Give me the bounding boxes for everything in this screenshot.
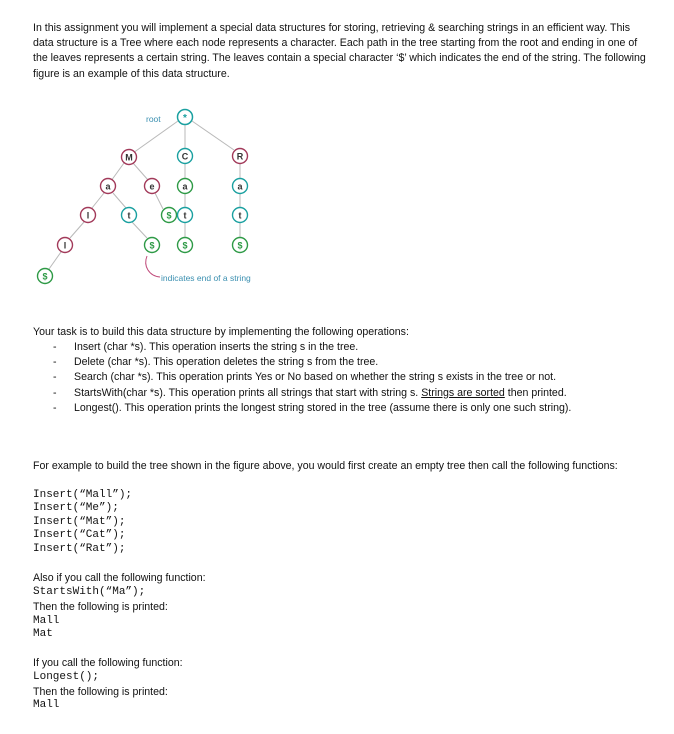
legend-text: indicates end of a string bbox=[161, 273, 251, 283]
list-item-delete bbox=[53, 355, 571, 370]
node-dollar-Rat-label: $ bbox=[237, 240, 243, 251]
list-dash: - bbox=[53, 356, 57, 369]
node-a-C-label: a bbox=[182, 181, 188, 192]
code-insert-list bbox=[33, 489, 132, 556]
list-dash: - bbox=[53, 401, 57, 414]
node-dollar-Cat-label: $ bbox=[182, 240, 188, 251]
example-intro: For example to build the tree shown in the figure above, you would first create an empty tree then call the following functions: bbox=[33, 460, 618, 472]
node-dollar-Mall-label: $ bbox=[42, 271, 48, 282]
code-line: Insert(“Me”); bbox=[33, 502, 119, 515]
then-text-2: Then the following is printed: bbox=[33, 686, 168, 698]
code-startswith: StartsWith(“Ma”); bbox=[33, 586, 146, 598]
node-R-label: R bbox=[236, 151, 244, 162]
code-line: Insert(“Mat”); bbox=[33, 515, 126, 528]
ifcall-text: If you call the following function: bbox=[33, 657, 183, 669]
node-a-R-label: a bbox=[237, 181, 243, 192]
node-a-M-label: a bbox=[105, 181, 111, 192]
list-item-longest bbox=[53, 401, 571, 416]
code-line: Insert(“Mall”); bbox=[33, 489, 133, 501]
also-text: Also if you call the following function: bbox=[33, 572, 206, 584]
code-longest: Longest(); bbox=[33, 671, 100, 683]
operations-list bbox=[53, 340, 571, 416]
code-line: Insert(“Cat”); bbox=[33, 529, 126, 542]
search-text: Search (char *s). This operation prints Yes or No based on whether the string s exists in the tree or not. bbox=[74, 371, 557, 384]
node-e-label: e bbox=[149, 181, 155, 192]
code-line: Insert(“Rat”); bbox=[33, 542, 126, 555]
task-intro: Your task is to build this data structure by implementing the following operations: bbox=[33, 326, 409, 338]
output-line: Mat bbox=[33, 628, 53, 641]
output-line: Mall bbox=[33, 615, 60, 627]
node-l-2-label: l bbox=[63, 240, 67, 251]
node-C-label: C bbox=[181, 151, 189, 162]
node-t-C-label: t bbox=[183, 210, 187, 221]
list-dash: - bbox=[53, 371, 57, 384]
list-item-insert bbox=[53, 340, 571, 355]
list-dash: - bbox=[53, 386, 57, 399]
node-dollar-Mat-label: $ bbox=[149, 240, 155, 251]
output-2: Mall bbox=[33, 699, 60, 711]
intro-paragraph: In this assignment you will implement a special data structures for storing, retrieving & searching strings in an efficient way. This data structure is a Tree where each node represents a character. Each path in the tree starting from the root and ending in one of the leaves represents a certain string. The leaves contain a special character ‘$’ which indicates the end of the string. The following figure is an example of this data structure. bbox=[33, 22, 646, 80]
root-node-symbol: * bbox=[183, 113, 187, 124]
startswith-text: StartsWith(char *s). This operation prints all strings that start with string s. bbox=[74, 386, 419, 399]
startswith-text-end: then printed. bbox=[507, 386, 567, 399]
longest-text: Longest(). This operation prints the longest string stored in the tree (assume there is only one such string). bbox=[74, 401, 572, 414]
node-M-label: M bbox=[125, 152, 133, 163]
node-dollar-Me-label: $ bbox=[166, 210, 172, 221]
then-text-1: Then the following is printed: bbox=[33, 601, 168, 613]
sorted-underlined: Strings are sorted bbox=[421, 386, 505, 399]
delete-text: Delete (char *s). This operation deletes the string s from the tree. bbox=[74, 356, 379, 369]
root-label: root bbox=[146, 114, 161, 124]
output-1 bbox=[33, 615, 59, 642]
node-l-1-label: l bbox=[86, 210, 90, 221]
list-dash: - bbox=[53, 341, 57, 353]
list-item-search bbox=[53, 370, 571, 385]
list-item-startswith bbox=[53, 386, 571, 401]
insert-text: Insert (char *s). This operation inserts the string s in the tree. bbox=[74, 341, 359, 353]
legend-pointer bbox=[146, 256, 160, 277]
node-t-R-label: t bbox=[238, 210, 242, 221]
node-t-M-label: t bbox=[127, 210, 131, 221]
